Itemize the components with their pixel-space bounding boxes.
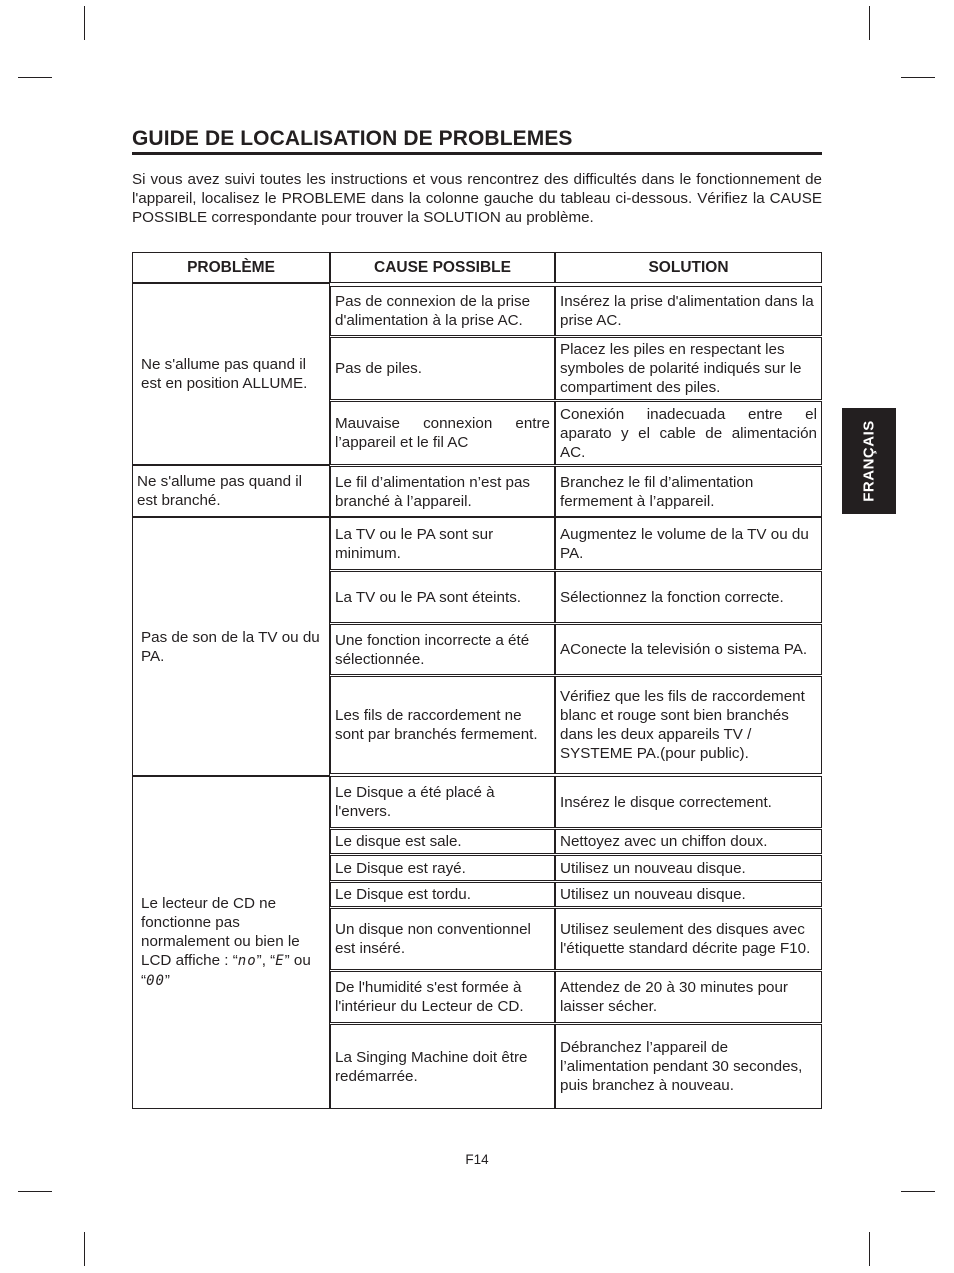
problem-cell-text: Ne s'allume pas quand il est en position ALLUME. [141,356,308,392]
cause-cell-text: La TV ou le PA sont éteints. [335,588,522,606]
intro-paragraph: Si vous avez suivi toutes les instructions et vous rencontrez des difficultés dans le fonctionnement de l'appareil, localisez le PROBLEME dans la colonne gauche du tableau ci-dessous. Vérifiez la CAUSE POSSIBLE correspondante pour trouver la SOLUTION au problème. [132,171,822,226]
crop-mark [84,1232,85,1266]
lcd-display-code: no [237,953,257,969]
lcd-display-code: 00 [146,973,165,989]
cause-cell-text: Le Disque est tordu. [335,886,471,903]
solution-cell-text: Vérifiez que les fils de raccordement blanc et rouge sont bien branchés dans les deux appareils TV / SYSTEME PA.(pour public). [560,688,805,762]
cause-cell-text: De l'humidité s'est formée à l'intérieur du Lecteur de CD. [335,979,524,1015]
cause-cell [330,676,555,774]
solution-cell-text: Nettoyez avec un chiffon doux. [560,833,768,850]
solution-cell-text: Branchez le fil d’alimentation fermement à l’appareil. [560,473,754,510]
solution-cell [555,908,822,970]
problem-text-part: ” ou “ [141,952,311,989]
cause-cell [330,624,555,675]
solution-cell-text: Utilisez seulement des disques avec l'étiquette standard décrite page F10. [560,921,811,957]
cause-cell [330,337,555,400]
cause-cell [330,517,555,570]
problem-text-part: ”, “ [256,952,276,969]
problem-cell [132,283,330,465]
problem-cell-text: Ne s'allume pas quand il est branché. [137,473,302,509]
problem-cell-text [141,894,325,991]
cause-cell [330,882,555,907]
crop-mark [869,6,870,40]
side-tab-label: FRANÇAIS [860,420,878,502]
crop-mark [869,1232,870,1266]
solution-cell-text: Augmentez le volume de la TV ou du PA. [560,525,809,562]
problem-cell [132,517,330,776]
header-solution-text: SOLUTION [648,259,729,276]
cause-cell [330,855,555,881]
cause-cell-text: Le Disque a été placé à l'envers. [335,784,495,820]
cause-cell-text: La TV ou le PA sont sur minimum. [335,525,494,562]
solution-cell [555,286,822,336]
header-cause-text: CAUSE POSSIBLE [374,259,511,276]
solution-cell-text: Sélectionnez la fonction correcte. [560,588,784,606]
solution-cell [555,571,822,623]
cause-cell [330,908,555,970]
cause-cell [330,1024,555,1109]
lcd-display-code: E [275,953,285,969]
solution-cell [555,466,822,517]
cause-cell [330,571,555,623]
solution-cell-text: Attendez de 20 à 30 minutes pour laisser sécher. [560,979,788,1015]
solution-cell [555,829,822,854]
cause-cell-text: Les fils de raccordement ne sont par branchés fermement. [335,707,538,743]
cause-cell [330,286,555,336]
cause-cell-text: Le Disque est rayé. [335,859,466,877]
crop-mark [84,6,85,40]
header-cause [330,252,555,283]
cause-cell-text: La Singing Machine doit être redémarrée. [335,1048,528,1085]
solution-cell-text: Utilisez un nouveau disque. [560,859,746,877]
problem-cell-text: Pas de son de la TV ou du PA. [141,628,320,665]
cause-cell [330,466,555,517]
cause-cell [330,401,555,465]
cause-cell-text: Pas de piles. [335,360,422,377]
solution-cell [555,624,822,675]
header-probleme [132,252,330,283]
solution-cell [555,676,822,774]
cause-cell [330,971,555,1023]
solution-cell [555,1024,822,1109]
solution-cell [555,776,822,828]
cause-cell-text: Une fonction incorrecte a été sélectionnée. [335,631,530,668]
cause-cell-text: Mauvaise connexion entre l’appareil et le fil AC [335,415,550,451]
cause-cell-text: Pas de connexion de la prise d'alimentation à la prise AC. [335,293,531,329]
solution-cell [555,855,822,881]
page-title: GUIDE DE LOCALISATION DE PROBLEMES [132,127,822,155]
solution-cell-text: Débranchez l’appareil de l’alimentation pendant 30 secondes, puis branchez à nouveau. [560,1039,803,1094]
cause-cell-text: Un disque non conventionnel est inséré. [335,921,531,957]
crop-mark [18,1191,52,1192]
solution-cell-text: Conexión inadecuada entre el aparato y el cable de alimentación AC. [560,405,817,461]
solution-cell [555,337,822,400]
crop-mark [18,77,52,78]
problem-text-part: Le lecteur de CD ne fonctionne pas normalement ou bien le LCD affiche : “ [141,895,300,969]
solution-cell-text: Utilisez un nouveau disque. [560,886,746,903]
solution-cell-text: Insérez la prise d'alimentation dans la prise AC. [560,293,814,329]
problem-text-part: ” [164,972,170,989]
problem-cell [132,776,330,1109]
language-side-tab [842,408,896,514]
problem-cell [132,465,330,517]
cause-cell-text: Le disque est sale. [335,833,462,850]
cause-cell [330,829,555,854]
solution-cell [555,401,822,465]
solution-cell [555,882,822,907]
solution-cell-text: Insérez le disque correctement. [560,793,772,811]
crop-mark [901,77,935,78]
cause-cell [330,776,555,828]
solution-cell-text: AConecte la televisión o sistema PA. [560,641,808,658]
solution-cell [555,517,822,570]
solution-cell-text: Placez les piles en respectant les symboles de polarité indiqués sur le compartiment des piles. [560,341,802,396]
header-solution [555,252,822,283]
cause-cell-text: Le fil d’alimentation n’est pas branché à l’appareil. [335,473,531,510]
page-number: F14 [465,1152,489,1167]
solution-cell [555,971,822,1023]
header-probleme-text: PROBLÈME [187,259,275,276]
crop-mark [901,1191,935,1192]
